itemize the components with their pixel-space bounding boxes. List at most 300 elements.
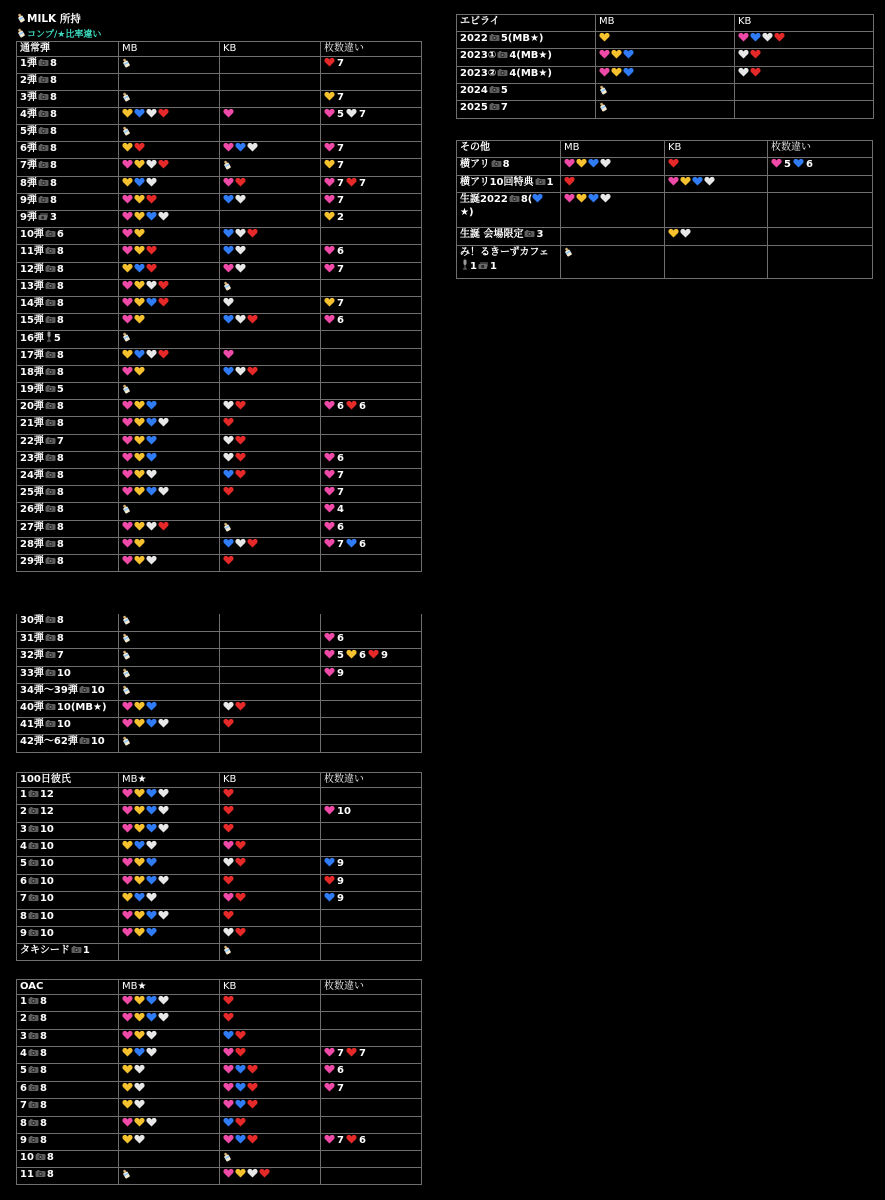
red-heart-icon (223, 718, 234, 728)
milk-bottle-icon (223, 944, 233, 955)
pink-heart-icon (122, 452, 133, 462)
yellow-heart-icon (134, 452, 145, 462)
pink-heart-icon (122, 366, 133, 376)
row-label-text: み！るきーずカフェ (460, 247, 549, 258)
table-row (17, 349, 422, 366)
column-header: KB (665, 141, 768, 158)
red-heart-icon (750, 49, 761, 59)
yellow-heart-icon (134, 1117, 145, 1127)
camera-icon (38, 75, 49, 84)
row-label-cell (17, 555, 119, 572)
camera-icon (45, 264, 56, 273)
kb-cell (220, 1134, 321, 1151)
camera-icon (45, 401, 56, 410)
yellow-heart-icon (668, 228, 679, 238)
row-label-text: 2弾 (20, 75, 37, 86)
mb-cell (119, 910, 220, 927)
white-heart-icon (146, 840, 157, 850)
blue-heart-icon (134, 108, 145, 118)
kb-cell (220, 435, 321, 452)
table-row (17, 263, 422, 280)
row-label-text: 10 (39, 928, 54, 939)
row-label-cell (17, 297, 119, 314)
count-number: 7 (337, 1048, 344, 1059)
blue-heart-icon (532, 193, 543, 203)
mb-cell (119, 142, 220, 159)
mb-cell (119, 57, 220, 74)
milk-bottle-icon (122, 1168, 132, 1179)
pink-heart-icon (122, 718, 133, 728)
kb-cell (220, 1117, 321, 1134)
count-diff-cell (321, 417, 422, 435)
table-row (457, 176, 873, 193)
white-heart-icon (158, 788, 169, 798)
row-label-text: 3弾 (20, 92, 37, 103)
count-number: 10 (337, 806, 351, 817)
row-label-cell (457, 101, 596, 119)
row-label-cell (17, 486, 119, 503)
row-label-text: 8 (46, 1152, 54, 1163)
pink-heart-icon (223, 892, 234, 902)
red-heart-icon (247, 366, 258, 376)
pink-heart-icon (122, 159, 133, 169)
count-diff-cell (321, 349, 422, 366)
kb-cell (665, 228, 768, 246)
row-label-cell (17, 927, 119, 944)
camera-icon (45, 436, 56, 445)
camera-icon (45, 702, 56, 711)
row-label-cell (17, 1064, 119, 1082)
count-diff-cell (321, 1047, 422, 1064)
milk-bottle-icon (17, 12, 27, 23)
camera-icon (45, 668, 56, 677)
yellow-heart-icon (134, 805, 145, 815)
camera-icon (28, 1065, 39, 1074)
pink-heart-icon (324, 1134, 335, 1144)
row-label-text: 2022 (460, 33, 488, 44)
row-label-text: 8 (20, 911, 27, 922)
red-heart-icon (235, 701, 246, 711)
mb-cell (561, 158, 665, 176)
white-heart-icon (235, 228, 246, 238)
table-row (17, 1064, 422, 1082)
camera-icon (28, 1031, 39, 1040)
blue-heart-icon (223, 314, 234, 324)
row-label-cell (17, 452, 119, 469)
pink-heart-icon (324, 263, 335, 273)
count-diff-cell (321, 892, 422, 910)
blue-heart-icon (146, 452, 157, 462)
red-heart-icon (247, 1134, 258, 1144)
row-label-text: 3 (20, 824, 27, 835)
yellow-heart-icon (576, 158, 587, 168)
blue-heart-icon (235, 1082, 246, 1092)
row-label-cell (17, 417, 119, 435)
blue-heart-icon (146, 910, 157, 920)
row-label-text: 32弾 (20, 649, 44, 661)
camera-icon (28, 789, 39, 798)
row-label-cell (17, 228, 119, 245)
table-row (457, 67, 874, 84)
mb-cell (119, 349, 220, 366)
red-heart-icon (346, 1134, 357, 1144)
pink-heart-icon (122, 400, 133, 410)
pink-heart-icon (122, 555, 133, 565)
milk-bottle-icon (122, 331, 132, 342)
row-label-cell (17, 142, 119, 159)
row-label-text: 2 (20, 1013, 27, 1024)
pink-heart-icon (324, 632, 335, 642)
mb-cell (119, 486, 220, 503)
pink-heart-icon (223, 263, 234, 273)
red-heart-icon (235, 177, 246, 187)
camera-icon (489, 33, 500, 42)
yellow-heart-icon (122, 1047, 133, 1057)
red-heart-icon (223, 995, 234, 1005)
count-diff-cell (321, 734, 422, 752)
count-diff-cell (321, 125, 422, 142)
white-heart-icon (680, 228, 691, 238)
white-heart-icon (223, 297, 234, 307)
row-label-text: 7 (500, 102, 508, 113)
mb-cell (119, 159, 220, 177)
table-boyfriend (16, 772, 422, 961)
column-header: 枚数違い (321, 42, 422, 57)
row-label-text: 8 (39, 996, 47, 1007)
row-label-cell (457, 84, 596, 101)
red-heart-icon (774, 32, 785, 42)
table-row (457, 32, 874, 49)
row-label-text: 10 (39, 858, 54, 869)
white-heart-icon (158, 995, 169, 1005)
row-label-text: 11弾 (20, 246, 44, 257)
yellow-heart-icon (611, 67, 622, 77)
row-label-cell (457, 193, 561, 228)
camera-icon (28, 1118, 39, 1127)
count-diff-cell (321, 469, 422, 486)
white-heart-icon (146, 280, 157, 290)
count-diff-cell (321, 297, 422, 314)
mb-cell (119, 1134, 220, 1151)
white-heart-icon (235, 314, 246, 324)
camera-icon (38, 126, 49, 135)
count-diff-cell (321, 788, 422, 805)
count-diff-cell (321, 717, 422, 734)
blue-heart-icon (324, 857, 335, 867)
red-heart-icon (235, 1030, 246, 1040)
count-diff-cell (321, 263, 422, 280)
table-row (17, 469, 422, 486)
table-row (17, 538, 422, 555)
blue-heart-icon (134, 1047, 145, 1057)
white-heart-icon (235, 366, 246, 376)
camera-icon (28, 1013, 39, 1022)
camera-icon (45, 384, 56, 393)
white-heart-icon (146, 469, 157, 479)
row-label-text: 10 (56, 667, 71, 679)
table-row (17, 280, 422, 297)
count-number: 7 (337, 487, 344, 498)
row-label-text: 8 (56, 539, 64, 550)
red-heart-icon (247, 228, 258, 238)
table-title-cell: エビライ (457, 15, 596, 32)
table-row (17, 417, 422, 435)
mb-cell (119, 1099, 220, 1117)
yellow-heart-icon (134, 366, 145, 376)
row-label-cell (17, 177, 119, 194)
mb-cell (119, 805, 220, 823)
table-row (17, 1099, 422, 1117)
red-heart-icon (324, 57, 335, 67)
count-diff-cell (321, 1168, 422, 1185)
microphone-icon (45, 331, 53, 342)
pink-heart-icon (122, 521, 133, 531)
camera-icon (45, 298, 56, 307)
row-label-text: 33弾 (20, 667, 44, 679)
blue-heart-icon (146, 718, 157, 728)
red-heart-icon (223, 417, 234, 427)
red-heart-icon (235, 435, 246, 445)
count-diff-cell (321, 927, 422, 944)
row-label-cell (17, 1134, 119, 1151)
kb-cell (220, 383, 321, 400)
blue-heart-icon (223, 194, 234, 204)
blue-heart-icon (146, 875, 157, 885)
camera-icon (45, 418, 56, 427)
row-label-cell (17, 503, 119, 521)
row-label-text: 28弾 (20, 539, 44, 550)
white-heart-icon (223, 857, 234, 867)
count-diff-cell (321, 823, 422, 840)
row-label-text: 7 (20, 893, 27, 904)
row-label-text: 29弾 (20, 556, 44, 567)
white-heart-icon (235, 263, 246, 273)
pink-heart-icon (122, 910, 133, 920)
camera-icon (45, 539, 56, 548)
blue-heart-icon (146, 701, 157, 711)
red-heart-icon (158, 297, 169, 307)
yellow-heart-icon (134, 417, 145, 427)
row-label-cell (17, 314, 119, 331)
white-heart-icon (346, 108, 357, 118)
count-diff-cell (321, 177, 422, 194)
camera-icon (28, 806, 39, 815)
kb-cell (735, 49, 874, 67)
row-label-text: 24弾 (20, 470, 44, 481)
column-header: 枚数違い (321, 773, 422, 788)
pink-heart-icon (223, 349, 234, 359)
kb-cell (220, 194, 321, 211)
row-label-cell (17, 159, 119, 177)
pink-heart-icon (122, 435, 133, 445)
red-heart-icon (324, 875, 335, 885)
row-label-text: 10 (39, 824, 54, 835)
count-number: 5 (784, 159, 791, 170)
table-header-row (17, 42, 422, 57)
pink-heart-icon (223, 1099, 234, 1109)
mb-cell (119, 469, 220, 486)
table-row (17, 717, 422, 734)
row-label-text: 8 (49, 195, 57, 206)
row-label-text: 7 (20, 1100, 27, 1111)
camera-icon (28, 876, 39, 885)
milk-bottle-icon (122, 503, 132, 514)
pink-heart-icon (122, 1012, 133, 1022)
kb-cell (220, 892, 321, 910)
red-heart-icon (158, 521, 169, 531)
row-label-text: 3 (49, 212, 57, 223)
camera-icon (38, 92, 49, 101)
row-label-text: 8 (56, 264, 64, 275)
yellow-heart-icon (134, 823, 145, 833)
count-number: 9 (337, 667, 344, 679)
yellow-heart-icon (134, 701, 145, 711)
table-row (17, 503, 422, 521)
camera-icon (28, 911, 39, 920)
kb-cell (665, 246, 768, 279)
table-row (17, 331, 422, 349)
pink-heart-icon (599, 67, 610, 77)
mb-cell (119, 840, 220, 857)
row-label-text: 8 (39, 1135, 47, 1146)
row-label-text: 34弾〜39弾 (20, 684, 78, 696)
pink-heart-icon (122, 805, 133, 815)
blue-heart-icon (623, 67, 634, 77)
table-row (17, 400, 422, 417)
count-diff-cell (321, 280, 422, 297)
row-label-text: 8 (56, 281, 64, 292)
white-heart-icon (223, 701, 234, 711)
table-row (17, 297, 422, 314)
kb-cell (735, 101, 874, 119)
count-diff-cell (321, 666, 422, 683)
pink-heart-icon (122, 469, 133, 479)
blue-heart-icon (235, 1064, 246, 1074)
table-row (17, 805, 422, 823)
row-label-text: 8 (56, 556, 64, 567)
white-heart-icon (235, 538, 246, 548)
blue-heart-icon (146, 995, 157, 1005)
mb-cell (119, 74, 220, 91)
table-row (17, 857, 422, 875)
table-row (17, 1030, 422, 1047)
mb-cell (119, 555, 220, 572)
count-number: 7 (337, 143, 344, 154)
pink-heart-icon (122, 417, 133, 427)
row-label-text: 生誕2022 (460, 194, 508, 205)
table-row (17, 228, 422, 245)
row-label-cell (17, 892, 119, 910)
pink-heart-icon (122, 280, 133, 290)
count-diff-cell (321, 57, 422, 74)
row-label-cell (17, 1030, 119, 1047)
blue-heart-icon (146, 927, 157, 937)
white-heart-icon (223, 927, 234, 937)
pink-heart-icon (122, 875, 133, 885)
mb-cell (596, 67, 735, 84)
red-heart-icon (247, 1099, 258, 1109)
pink-heart-icon (738, 32, 749, 42)
table-row (17, 366, 422, 383)
camera-icon (45, 315, 56, 324)
pink-heart-icon (223, 108, 234, 118)
mb-cell (119, 503, 220, 521)
row-label-text: 8 (56, 298, 64, 309)
yellow-heart-icon (122, 263, 133, 273)
row-label-text: 8 (56, 246, 64, 257)
blue-heart-icon (235, 142, 246, 152)
white-heart-icon (738, 49, 749, 59)
white-heart-icon (158, 910, 169, 920)
row-label-text: 26弾 (20, 504, 44, 515)
row-label-cell (17, 538, 119, 555)
red-heart-icon (134, 142, 145, 152)
camera-icon (524, 229, 535, 238)
kb-cell (665, 193, 768, 228)
table-ebirai (456, 14, 874, 119)
camera-icon (45, 246, 56, 255)
row-label-cell (17, 717, 119, 734)
red-heart-icon (564, 176, 575, 186)
count-diff-cell (321, 331, 422, 349)
count-number: 7 (358, 178, 366, 189)
yellow-heart-icon (134, 194, 145, 204)
count-diff-cell (321, 805, 422, 823)
pink-heart-icon (122, 1117, 133, 1127)
table-title-cell: その他 (457, 141, 561, 158)
white-heart-icon (146, 349, 157, 359)
table-row (17, 1012, 422, 1030)
camera-icon (35, 1152, 46, 1161)
red-heart-icon (668, 158, 679, 168)
kb-cell (220, 280, 321, 297)
count-number: 2 (337, 212, 344, 223)
white-heart-icon (146, 1047, 157, 1057)
row-label-text: 5 (20, 858, 27, 869)
pink-heart-icon (122, 927, 133, 937)
mb-cell (119, 417, 220, 435)
mb-cell (119, 995, 220, 1012)
red-heart-icon (223, 823, 234, 833)
row-label-cell (17, 734, 119, 752)
kb-cell (220, 125, 321, 142)
blue-heart-icon (588, 158, 599, 168)
row-label-cell (17, 1099, 119, 1117)
blue-heart-icon (346, 538, 357, 548)
row-label-text: タキシード (20, 945, 70, 956)
white-heart-icon (146, 1030, 157, 1040)
milk-bottle-icon (122, 684, 132, 695)
red-heart-icon (235, 927, 246, 937)
table-header-row (17, 980, 422, 995)
row-label-text: 1 (20, 789, 27, 800)
table-row (17, 995, 422, 1012)
row-label-text: 8 (49, 126, 57, 137)
blue-heart-icon (223, 228, 234, 238)
mb-cell (119, 1082, 220, 1099)
milk-bottle-icon (122, 632, 132, 643)
kb-cell (220, 503, 321, 521)
red-heart-icon (247, 1082, 258, 1092)
mb-cell (119, 666, 220, 683)
kb-cell (220, 734, 321, 752)
row-label-cell (17, 91, 119, 108)
count-number: 6 (337, 246, 344, 257)
kb-cell (220, 417, 321, 435)
blue-heart-icon (134, 263, 145, 273)
mb-cell (119, 1064, 220, 1082)
row-label-text: 10 (90, 684, 105, 696)
